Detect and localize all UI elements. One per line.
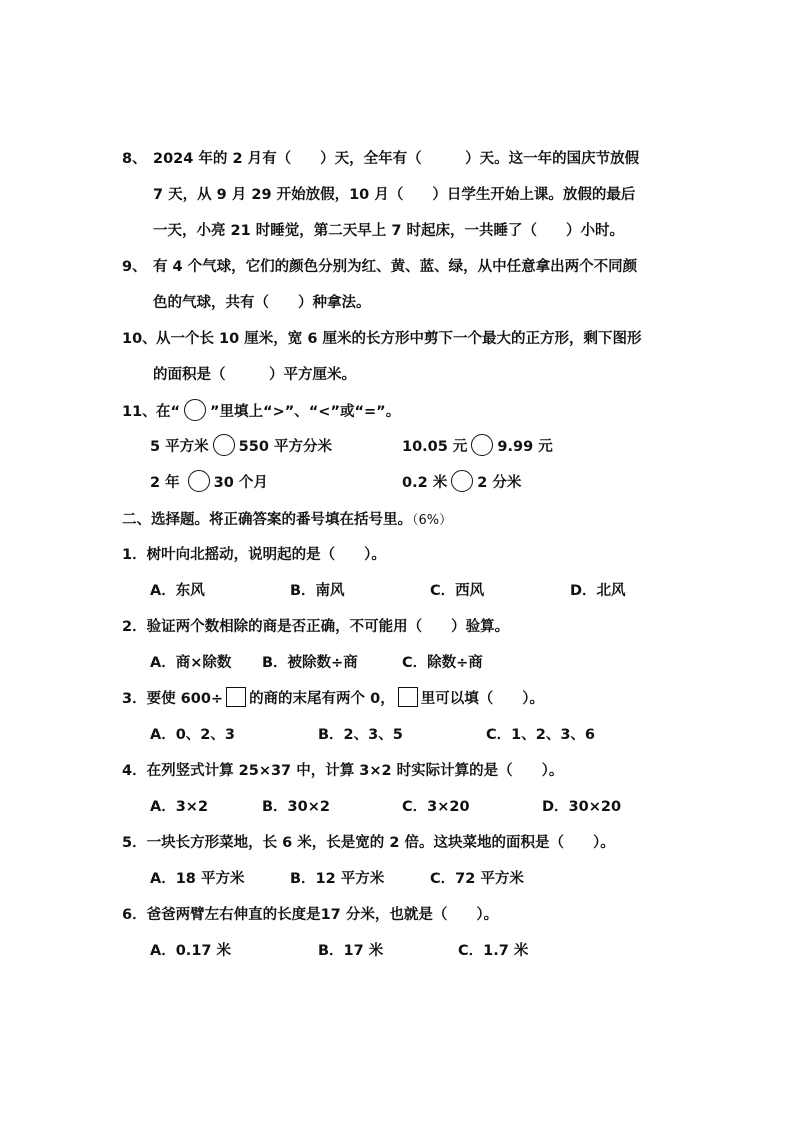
q11-row2-a [150,474,268,492]
choice-6-option-b[interactable]: B．17 米 [318,943,384,959]
choice-1-question: 1．树叶向北摇动，说明起的是（ ）。 [122,547,386,563]
answer-circle-3[interactable] [188,470,210,492]
choice-6-question: 6．爸爸两臂左右伸直的长度是17 分米，也就是（ ）。 [122,907,499,923]
choice-4-question: 4．在列竖式计算 25×37 中，计算 3×2 时实际计算的是（ ）。 [122,763,564,779]
choice-1-option-c[interactable]: C．西风 [430,583,485,599]
q11-intro-b: ”里填上“>”、“<”或“=”。 [210,404,401,420]
choice-3-option-c[interactable]: C．1、2、3、6 [486,727,595,743]
choice-4-option-b[interactable]: B．30×2 [262,799,330,815]
q11-r1a-right: 550 平方分米 [238,439,332,455]
q11-row1-b [402,438,553,456]
choice-2-option-b[interactable]: B．被除数÷商 [262,655,358,671]
choice-2-option-c[interactable]: C．除数÷商 [402,655,483,671]
section2-title: 二、选择题。将正确答案的番号填在括号里。 [122,512,412,528]
q10-line-1: 从一个长 10 厘米，宽 6 厘米的长方形中剪下一个最大的正方形，剩下图形 [156,331,642,347]
q11-row1-a [150,438,332,456]
choice-2-option-a[interactable]: A．商×除数 [150,655,232,671]
choice-3-option-b[interactable]: B．2、3、5 [318,727,403,743]
q8-line-2: 7 天，从 9 月 29 开始放假，10 月（ ）日学生开始上课。放假的最后 [153,187,636,203]
choice-5-option-a[interactable]: A．18 平方米 [150,871,245,887]
choice-3-q-b: 的商的末尾有两个 0， [249,691,395,707]
section2-heading [122,511,452,530]
q11-r1a-left: 5 平方米 [150,439,209,455]
choice-1-option-a[interactable]: A．东风 [150,583,205,599]
choice-3-q-a: 3．要使 600÷ [122,691,224,707]
answer-circle-1[interactable] [213,434,235,456]
choice-6-option-a[interactable]: A．0.17 米 [150,943,232,959]
choice-3-question [122,690,544,708]
q11-row2-b [402,474,521,492]
choice-4-option-a[interactable]: A．3×2 [150,799,209,815]
q11-r2a-left: 2 年 [150,475,180,491]
q11-intro-a: 在“ [156,404,181,420]
compare-circle-icon [184,399,206,421]
q11-r2b-right: 2 分米 [477,475,522,491]
choice-2-question: 2．验证两个数相除的商是否正确，不可能用（ ）验算。 [122,619,510,635]
section2-score: （6%） [412,513,453,528]
choice-3-q-c: 里可以填（ ）。 [420,691,544,707]
q11-number: 11、 [122,404,157,420]
q8-line-1: 2024 年的 2 月有（ ）天，全年有（ ）天。这一年的国庆节放假 [153,151,640,167]
q10-number: 10、 [122,331,157,347]
q11-r2b-left: 0.2 米 [402,475,448,491]
choice-5-question: 5．一块长方形菜地，长 6 米，长是宽的 2 倍。这块菜地的面积是（ ）。 [122,835,615,851]
blank-box-icon [398,687,418,707]
q9-number: 9、 [122,259,147,275]
choice-5-option-b[interactable]: B．12 平方米 [290,871,385,887]
q11-r1b-right: 9.99 元 [497,439,553,455]
q11-r2a-right: 30 个月 [213,475,268,491]
choice-1-option-b[interactable]: B．南风 [290,583,345,599]
answer-circle-4[interactable] [451,470,473,492]
q9-line-2: 色的气球，共有（ ）种拿法。 [153,295,371,311]
q11-intro [156,403,400,421]
choice-4-option-c[interactable]: C．3×20 [402,799,470,815]
blank-box-icon [226,687,246,707]
answer-circle-2[interactable] [471,434,493,456]
choice-5-option-c[interactable]: C．72 平方米 [430,871,524,887]
q10-line-2: 的面积是（ ）平方厘米。 [153,367,356,383]
choice-1-option-d[interactable]: D．北风 [570,583,626,599]
q8-number: 8、 [122,151,147,167]
choice-6-option-c[interactable]: C．1.7 米 [458,943,529,959]
q9-line-1: 有 4 个气球，它们的颜色分别为红、黄、蓝、绿，从中任意拿出两个不同颜 [153,259,638,275]
choice-3-option-a[interactable]: A．0、2、3 [150,727,235,743]
q11-r1b-left: 10.05 元 [402,439,468,455]
q8-line-3: 一天，小亮 21 时睡觉，第二天早上 7 时起床，一共睡了（ ）小时。 [153,223,624,239]
choice-4-option-d[interactable]: D．30×20 [542,799,622,815]
